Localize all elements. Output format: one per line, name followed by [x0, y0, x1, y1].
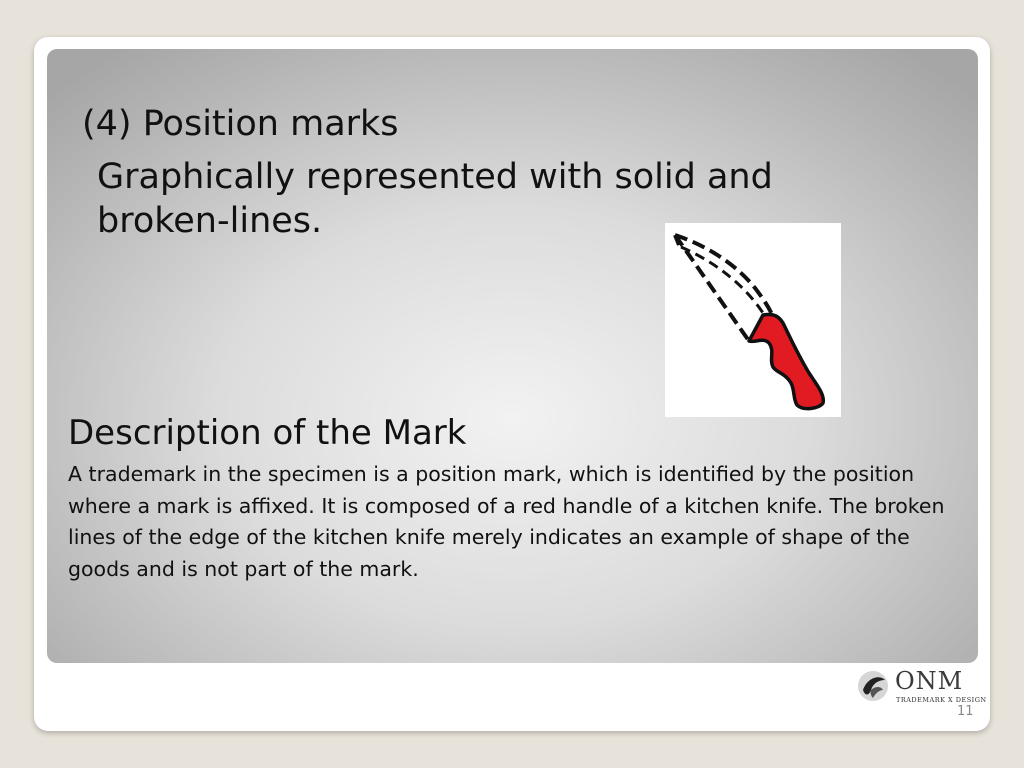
slide-subheading: Graphically represented with solid and broken-lines. — [97, 157, 773, 241]
logo-name: ONM — [895, 667, 964, 695]
page-number: 11 — [957, 704, 974, 719]
slide-heading: (4) Position marks — [82, 104, 399, 144]
description-title: Description of the Mark — [68, 413, 467, 453]
onm-emblem-icon — [857, 670, 889, 702]
description-body: A trademark in the specimen is a position mark, which is identified by the position where a mark is affixed. It is composed of a red handle of a kitchen knife. The broken lines of the edge of the kitchen knife merely indicates an example of shape of the goods and is not part of the mark. — [68, 462, 945, 581]
kitchen-knife-illustration — [665, 223, 841, 417]
logo-tagline: TRADEMARK X DESIGN — [896, 696, 987, 704]
company-logo — [857, 667, 987, 707]
knife-image — [665, 223, 841, 417]
knife-handle — [749, 314, 823, 408]
